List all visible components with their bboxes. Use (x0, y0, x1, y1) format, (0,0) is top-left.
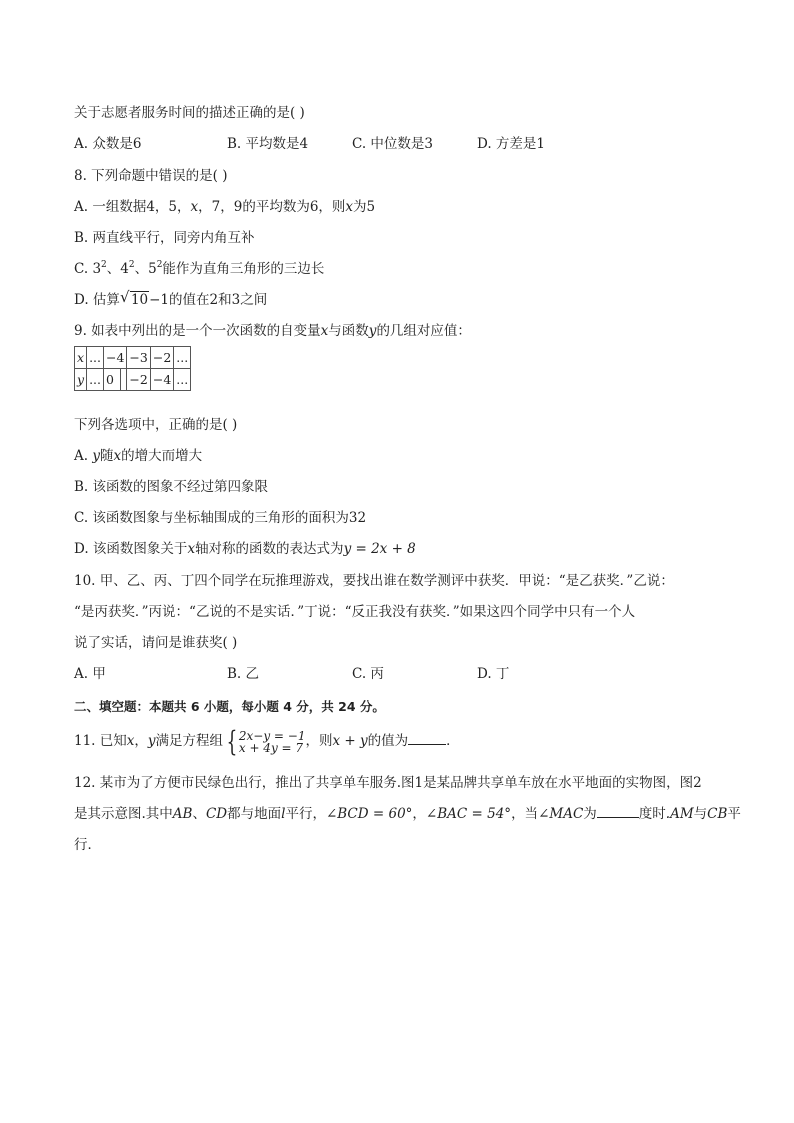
q11-eq1: 2x−y = −1 (238, 728, 306, 743)
q12-math: CD (205, 806, 228, 822)
q12-text: ，当 (511, 806, 539, 822)
answer-blank[interactable] (408, 732, 446, 745)
q9-sub-stem: 下列各选项中，正确的是( ) (74, 417, 238, 433)
q9-a-suffix: 的增大而增大 (121, 448, 203, 464)
q10-line2: “是丙获奖．”丙说：“乙说的不是实话．”丁说：“反正我没有获奖．”如果这四个同学中只有一个人 (74, 604, 636, 620)
q10-line1: 10. 甲、乙、丙、丁四个同学在玩推理游戏，要找出谁在数学测评中获奖．甲说：“是乙获奖．”乙说： (74, 573, 674, 589)
q8-c-exp3: 2 (156, 260, 163, 270)
table-row-y (75, 369, 191, 391)
sqrt-symbol: √ 10 (119, 288, 149, 308)
q9-a-var1: y (92, 448, 100, 464)
q9-option-d (74, 540, 416, 558)
q10-option-d: D. 丁 (477, 666, 510, 682)
table-cell: ... (87, 347, 104, 369)
q10-option-c: C. 丙 (352, 666, 384, 682)
table-cell: −2 (127, 369, 150, 391)
q9-option-b: B. 该函数的图象不经过第四象限 (74, 479, 269, 495)
q9-stem-var2: y (368, 323, 377, 339)
q8-c-base3: 5 (148, 261, 157, 277)
q8-a-prefix: A. 一组数据4，5， (74, 199, 191, 215)
q12-text: ， (412, 806, 426, 822)
q7-option-d: D. 方差是1 (477, 136, 546, 152)
q12-math: AB (172, 806, 193, 822)
q11-expr: x + y (332, 733, 368, 749)
table-cell: 0 (103, 369, 120, 391)
q12-text: 度时 (638, 806, 666, 822)
q11-suffix: 的值为 (367, 733, 409, 749)
table-cell: −3 (127, 347, 150, 369)
q12-math: l (281, 806, 286, 822)
q8-a-var: x (190, 199, 199, 215)
q12-math: ∠MAC (538, 806, 584, 822)
q12-text: 都与地面 (227, 806, 282, 822)
q7-option-a: A. 众数是6 (74, 136, 142, 152)
q8-d-radicand: 10 (130, 292, 149, 308)
q12-text: 是其示意图.其中 (74, 806, 173, 822)
q9-d-mid: 轴对称的函数的表达式为 (195, 541, 344, 557)
q8-c-exp2: 2 (128, 260, 135, 270)
value-table (74, 346, 191, 391)
q10-option-a: A. 甲 (74, 666, 106, 682)
table-cell: x (75, 347, 87, 369)
q8-a-suffix: 为5 (353, 199, 376, 215)
q11-after: ，则 (305, 733, 333, 749)
q9-option-c: C. 该函数图象与坐标轴围成的三角形的面积为32 (74, 510, 367, 526)
q11-line (74, 724, 460, 758)
q8-a-var2: x (345, 199, 354, 215)
table-cell: −2 (150, 347, 173, 369)
q11-var2: y (147, 733, 156, 749)
table-cell: ... (87, 369, 104, 391)
q12-line3: 行． (74, 837, 101, 853)
q12-math: CB (707, 806, 728, 822)
q8-stem: 8. 下列命题中错误的是( ) (74, 168, 228, 184)
equation-system (223, 724, 306, 758)
q9-stem-var1: x (320, 323, 329, 339)
q11-eq2: x + 4y = 7 (238, 740, 304, 755)
q9-a-mid: 随 (99, 448, 114, 464)
q9-d-var: x (187, 541, 196, 557)
q9-stem-suffix: 的几组对应值： (376, 323, 471, 339)
q10-line3: 说了实话，请问是谁获奖( ) (74, 635, 238, 651)
answer-blank[interactable] (597, 805, 639, 818)
q12-text: 平行， (285, 806, 326, 822)
q9-option-a (74, 447, 202, 465)
q12-text: 、 (192, 806, 206, 822)
q9-stem-prefix: 9. 如表中列出的是一个一次函数的自变量 (74, 323, 321, 339)
q12-text: 与 (693, 806, 708, 822)
brace-icon: { (226, 724, 238, 758)
q8-c-suffix: 能作为直角三角形的三边长 (162, 261, 325, 277)
table-cell: −4 (103, 347, 126, 369)
q8-a-mid: ，7，9的平均数为6，则 (198, 199, 346, 215)
q12-math: ∠BAC = 54° (425, 806, 512, 822)
q8-c-base2: 4 (120, 261, 129, 277)
q8-d-minus: −1 (149, 292, 170, 308)
section-heading: 二、填空题：本题共 6 小题，每小题 4 分，共 24 分。 (74, 699, 385, 714)
q8-option-c (74, 260, 324, 278)
q7-stem: 关于志愿者服务时间的描述正确的是( ) (74, 105, 305, 121)
table-cell: y (75, 369, 87, 391)
q11-var1: x (126, 733, 135, 749)
q8-d-suffix: 的值在2和3之间 (169, 292, 268, 308)
q11-mid: 满足方程组 (155, 733, 224, 749)
q9-d-formula: y = 2x + 8 (343, 541, 416, 557)
q8-c-sep2: 、 (134, 261, 149, 277)
q8-option-b: B. 两直线平行，同旁内角互补 (74, 230, 255, 246)
q11-sep: ， (134, 733, 148, 749)
q8-c-base1: 3 (92, 261, 102, 277)
q9-a-prefix: A. (74, 448, 93, 464)
q10-option-b: B. 乙 (227, 666, 260, 682)
q9-stem (74, 322, 471, 340)
q11-end: ． (446, 733, 460, 749)
table-row-x (75, 347, 191, 369)
q12-text: 平 (727, 806, 741, 822)
q8-d-prefix: D. 估算 (74, 292, 120, 308)
q7-option-b: B. 平均数是4 (227, 136, 309, 152)
q8-option-d (74, 288, 268, 309)
q12-text: 为 (583, 806, 597, 822)
q8-c-prefix: C. (74, 261, 93, 277)
q12-line1: 12. 某市为了方便市民绿色出行，推出了共享单车服务.图1是某品牌共享单车放在水平地面的实物图，图2 (74, 775, 702, 791)
q9-d-prefix: D. 该函数图象关于 (74, 541, 188, 557)
q12-math: ∠BCD = 60° (325, 806, 413, 822)
q9-stem-mid: 与函数 (328, 323, 369, 339)
table-cell: ... (174, 369, 191, 391)
q8-c-sep1: 、 (106, 261, 121, 277)
q8-option-a (74, 198, 375, 216)
table-cell: ... (174, 347, 191, 369)
q12-math: .AM (665, 806, 694, 822)
q8-c-exp1: 2 (101, 260, 107, 270)
table-cell: −4 (150, 369, 173, 391)
q7-option-c: C. 中位数是3 (352, 136, 434, 152)
q9-a-var2: x (113, 448, 122, 464)
q11-prefix: 11. 已知 (74, 733, 127, 749)
q12-line2 (74, 805, 741, 823)
